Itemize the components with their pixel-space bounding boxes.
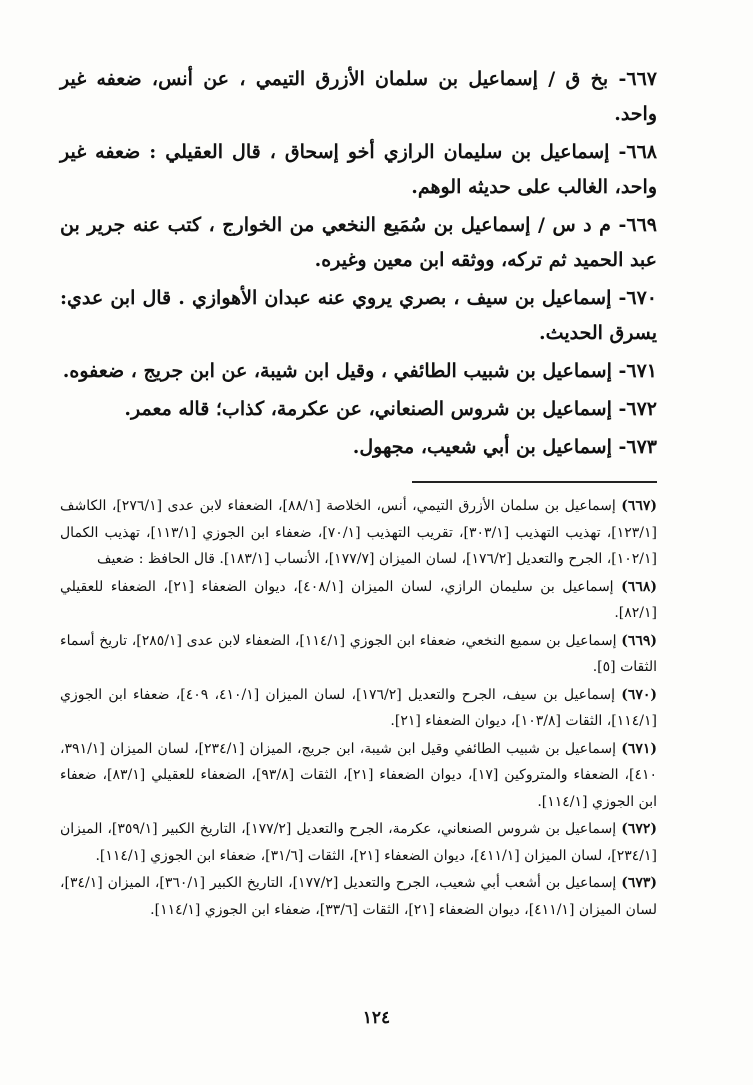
entry-670 <box>60 281 657 351</box>
entry-text: إسماعيل بن سليمان الرازي أخو إسحاق ، قال العقيلي : ضعفه غير واحد، الغالب على حديثه الوهم. <box>60 141 657 198</box>
footnote-text: إسماعيل بن سميع النخعي، ضعفاء ابن الجوزي [١١٤/١]، الضعفاء لابن عدى [٢٨٥/١]، تاريخ أسماء الثقات [٥]. <box>60 632 657 675</box>
entry-text: بخ ق / إسماعيل بن سلمان الأزرق التيمي ، عن أنس، ضعفه غير واحد. <box>60 68 657 125</box>
entry-668 <box>60 135 657 205</box>
entry-text: إسماعيل بن أبي شعيب، مجهول. <box>352 436 612 458</box>
footnote-672 <box>60 816 657 869</box>
footnote-text: إسماعيل بن سليمان الرازي، لسان الميزان [٤٠٨/١]، ديوان الضعفاء [٢١]، الضعفاء للعقيلي [٨٢/١]. <box>60 578 657 621</box>
footnote-670 <box>60 682 657 735</box>
entry-number: ٦٧٢- <box>618 398 657 420</box>
footnote-ref: (٦٧٢) <box>621 821 657 837</box>
entry-673 <box>60 430 657 465</box>
footnote-divider <box>412 481 657 483</box>
entry-text: إسماعيل بن شبيب الطائفي ، وقيل ابن شيبة، عن ابن جريج ، ضعفوه. <box>62 360 612 382</box>
footnote-ref: (٦٧٠) <box>621 686 657 703</box>
footnote-ref: (٦٦٩) <box>621 632 657 649</box>
entry-671 <box>60 354 657 389</box>
footnote-ref: (٦٧٣) <box>621 875 657 891</box>
footnote-text: إسماعيل بن سيف، الجرح والتعديل [١٧٦/٢]، لسان الميزان [٤١٠/١، ٤٠٩]، ضعفاء ابن الجوزي [١١٤/١]، الثقات [١٠٣/٨]، ديوان الضعفاء [٢١]. <box>60 686 657 729</box>
entry-number: ٦٧١- <box>618 360 657 382</box>
entry-number: ٦٦٧- <box>618 68 657 90</box>
entry-672 <box>60 392 657 427</box>
footnote-667 <box>60 493 657 573</box>
entry-number: ٦٧٠- <box>618 287 657 309</box>
footnote-ref: (٦٦٨) <box>621 578 657 595</box>
footnote-ref: (٦٦٧) <box>621 498 658 514</box>
footnote-668 <box>60 574 657 627</box>
entry-text: إسماعيل بن سيف ، بصري يروي عنه عبدان الأهوازي . قال ابن عدي: يسرق الحديث. <box>60 287 657 344</box>
entry-text: م د س / إسماعيل بن سُمَيع النخعي من الخوارج ، كتب عنه جرير بن عبد الحميد ثم تركه، ووثقه ابن معين وغيره. <box>60 214 657 271</box>
footnote-text: إسماعيل بن شروس الصنعاني، عكرمة، الجرح والتعديل [١٧٧/٢]، التاريخ الكبير [٣٥٩/١]، الميزان [٢٣٤/١]، لسان الميزان [٤١١/١]، ديوان الضعفاء [٢١]، الثقات [٣١/٦]، ضعفاء ابن الجوزي [١١٤/١]. <box>60 821 657 864</box>
main-entries <box>60 62 657 465</box>
entry-number: ٦٧٣- <box>618 436 657 458</box>
entry-669 <box>60 208 657 278</box>
footnote-text: إسماعيل بن أشعب أبي شعيب، الجرح والتعديل [١٧٧/٢]، التاريخ الكبير [٣٦٠/١]، الميزان [٣٤/١]، لسان الميزان [٤١١/١]، ديوان الضعفاء [٢١]، الثقات [٣٣/٦]، ضعفاء ابن الجوزي [١١٤/١]. <box>60 875 657 918</box>
entry-text: إسماعيل بن شروس الصنعاني، عن عكرمة، كذاب؛ قاله معمر. <box>124 398 612 420</box>
footnote-text: إسماعيل بن شبيب الطائفي وقيل ابن شيبة، ابن جريج، الميزان [٢٣٤/١]، لسان الميزان [٣٩١/١، ٤١٠]، الضعفاء والمتروكين [١٧]، ديوان الضعفاء [٢١]، الثقات [٩٣/٨]، الضعفاء للعقيلي [٨٣/١]، ضعفاء ابن الجوزي [١١٤/١]. <box>60 740 658 810</box>
page-number: ١٢٤ <box>362 1008 391 1028</box>
entry-667 <box>60 62 657 132</box>
footnote-text: إسماعيل بن سلمان الأزرق التيمي، أنس، الخلاصة [٨٨/١]، الضعفاء لابن عدى [٢٧٦/١]، الكاشف [١٢٣/١]، تهذيب التهذيب [٣٠٣/١]، تقريب التهذيب [٧٠/١]، ضعفاء ابن الجوزي [١١٣/١]، تهذيب الكمال [١٠٢/١]، الجرح والتعديل [١٧٦/٢]، لسان الميزان [١٧٧/٧]، الأنساب [١٨٣/١]. قال الحافظ : ضعيف <box>60 498 657 567</box>
entry-number: ٦٦٩- <box>618 214 657 236</box>
footnote-671 <box>60 736 657 816</box>
footnote-673 <box>60 870 657 923</box>
footnote-ref: (٦٧١) <box>621 740 658 757</box>
footnotes <box>60 493 657 923</box>
footnote-669 <box>60 628 657 681</box>
entry-number: ٦٦٨- <box>618 141 657 163</box>
